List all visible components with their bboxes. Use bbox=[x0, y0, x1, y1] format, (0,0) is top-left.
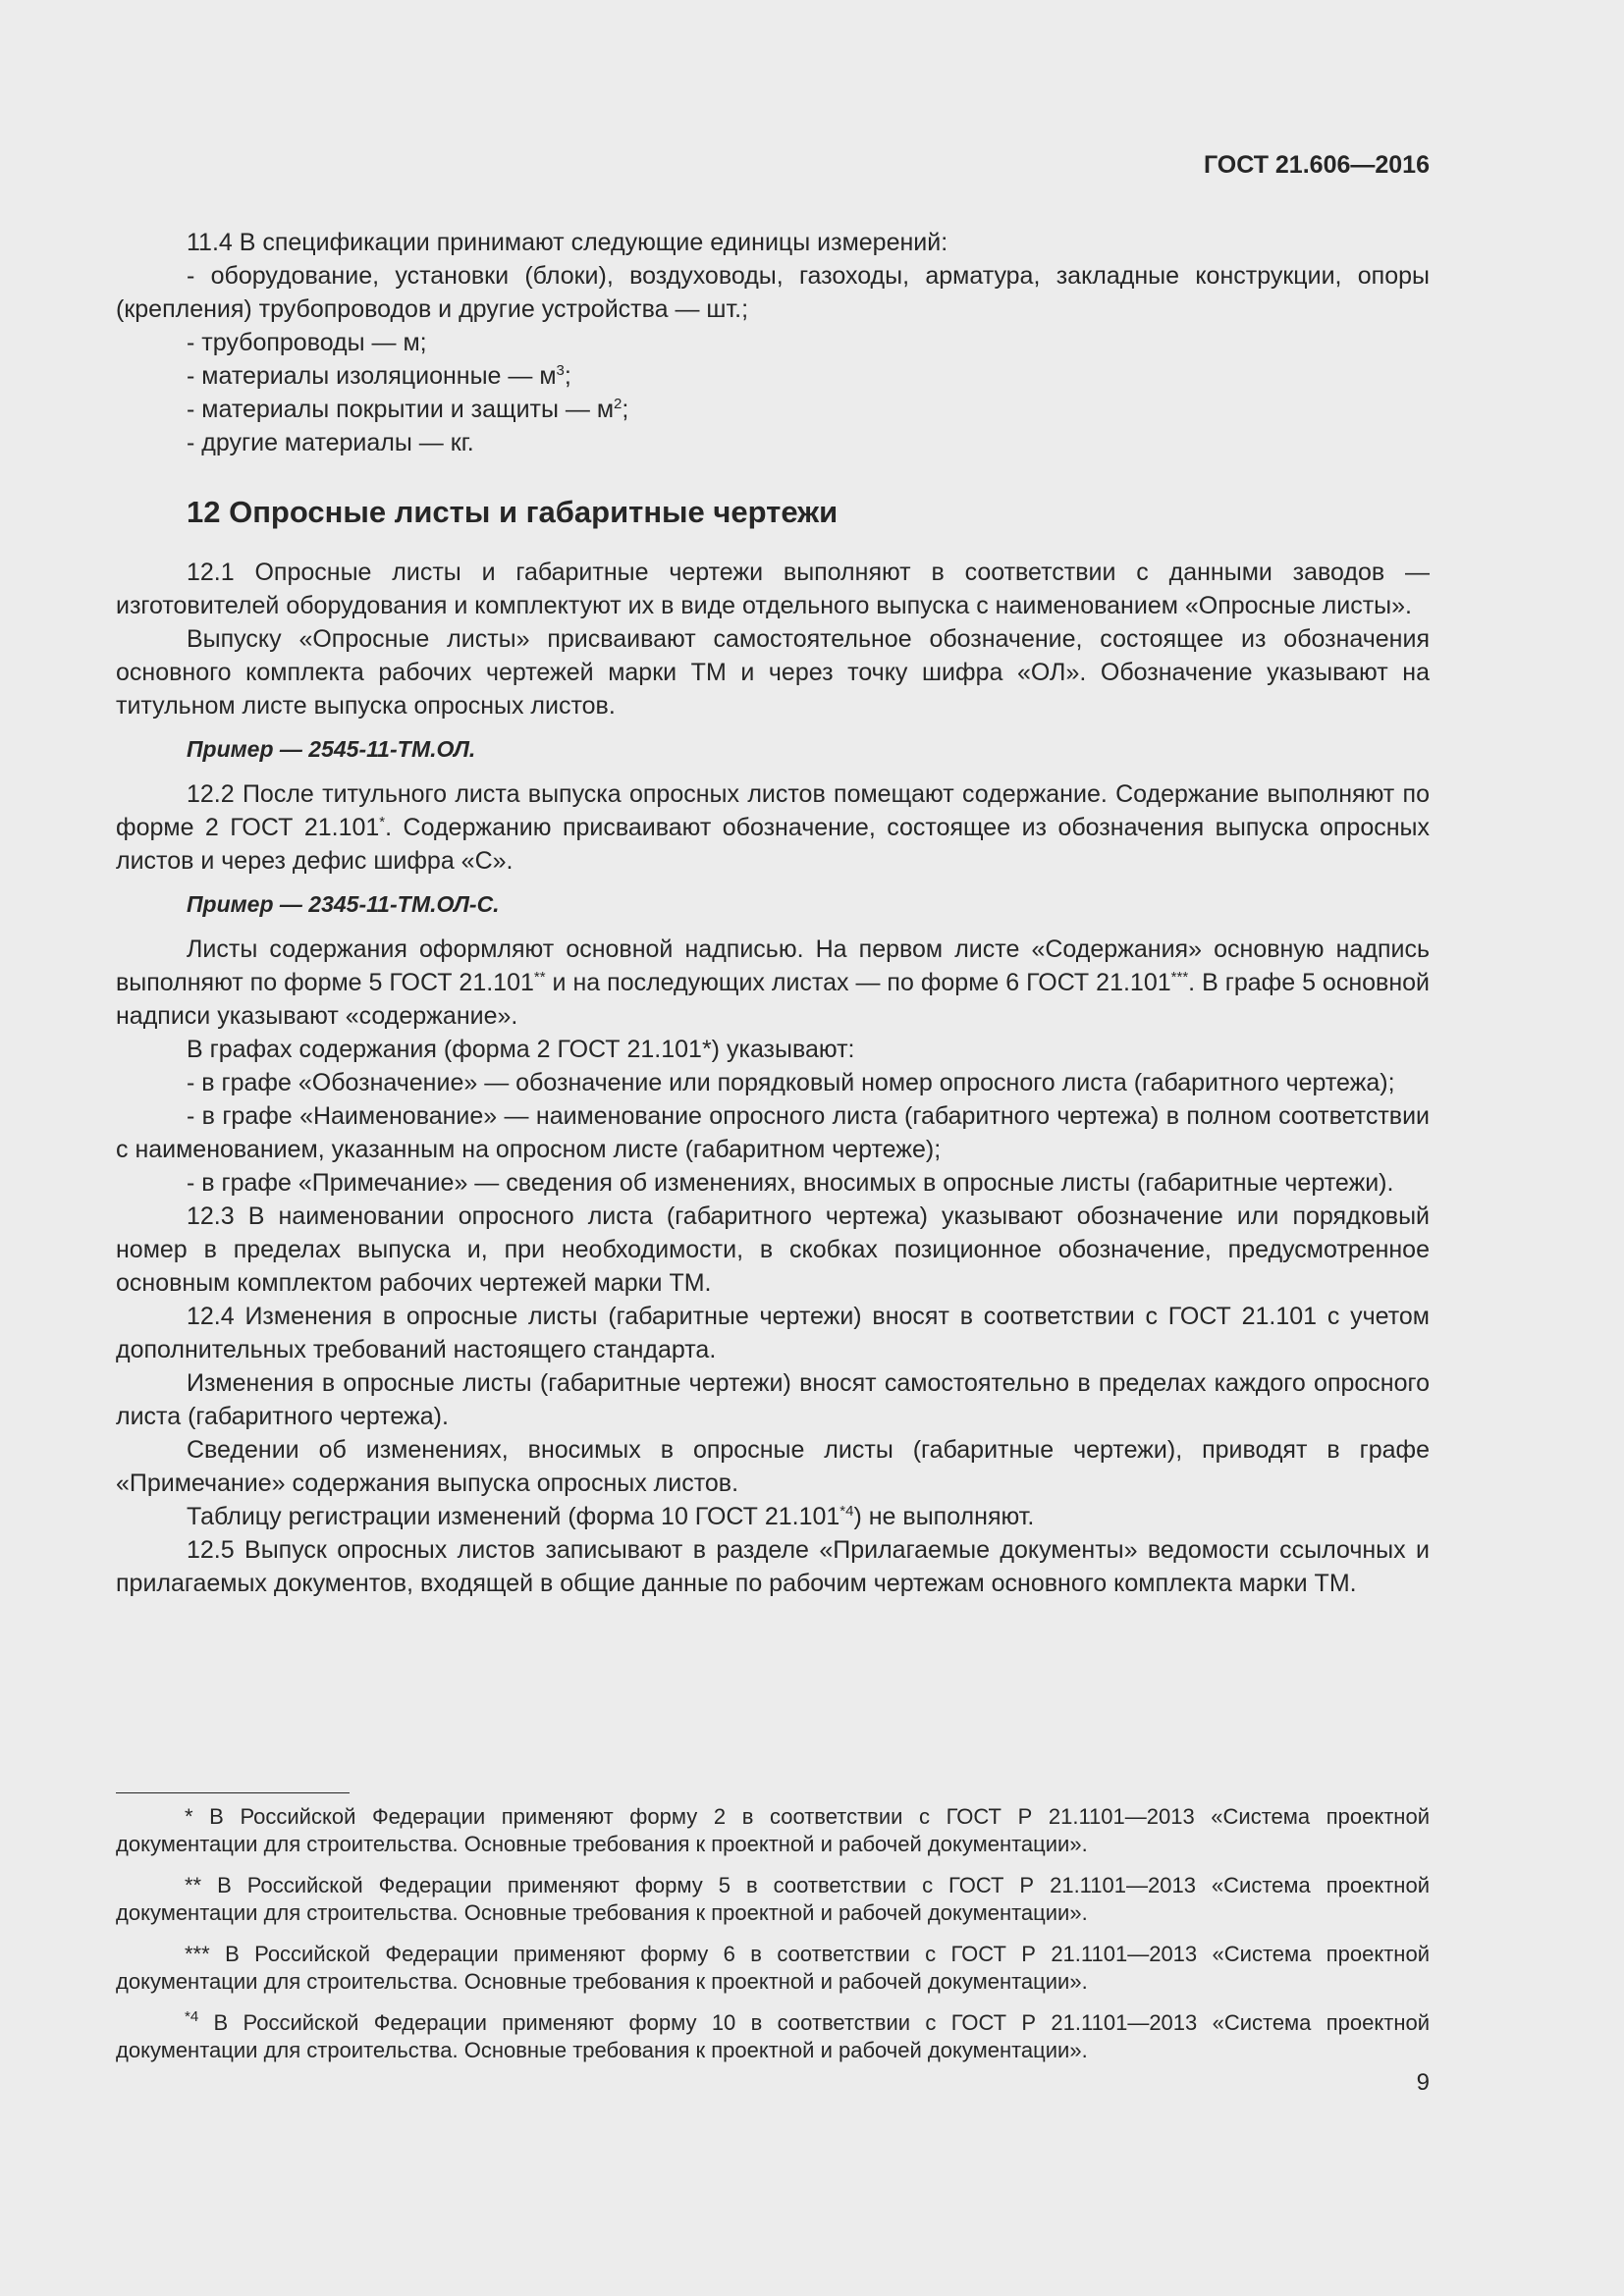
page-number: 9 bbox=[1416, 2069, 1430, 2096]
superscript: 2 bbox=[614, 396, 623, 412]
footnote-mark: *** bbox=[185, 1942, 210, 1966]
example-text: Пример — 2345-11-ТМ.ОЛ-С. bbox=[187, 891, 500, 917]
example-text: Пример — 2545-11-ТМ.ОЛ. bbox=[187, 736, 476, 762]
footnote bbox=[116, 1941, 1430, 1996]
clause-12-5: 12.5 Выпуск опросных листов записывают в разделе «Прилагаемые документы» ведомости ссылочных и прилагаемых документов, входящей в общие данные по рабочим чертежам основного комплекта марки ТМ. bbox=[116, 1536, 1430, 1597]
clause-12-1: 12.1 Опросные листы и габаритные чертежи выполняют в соответствии с данными заводов — изготовителей оборудования и комплектуют их в виде отдельного выпуска с наименованием «Опросные листы». bbox=[116, 559, 1430, 619]
unit-item: - материалы изоляционные — $м^3$; bbox=[187, 362, 571, 390]
clause-12-4: 12.4 Изменения в опросные листы (габаритные чертежи) вносят в соответствии с ГОСТ 21.101 с учетом дополнительных требований настоящего стандарта. bbox=[116, 1303, 1430, 1363]
unit-item: - трубопроводы — м; bbox=[187, 329, 427, 356]
unit-item-text: - материалы изоляционные — м bbox=[187, 362, 557, 390]
footnote-text: В Российской Федерации применяют форму 10 в соответствии с ГОСТ Р 21.1101—2013 «Система проектной документации для строительства. Основные требования к проектной и рабочей документации». bbox=[116, 2010, 1430, 2062]
footnote bbox=[116, 2009, 1430, 2064]
footnote-text: В Российской Федерации применяют форму 5 в соответствии с ГОСТ Р 21.1101—2013 «Система проектной документации для строительства. Основные требования к проектной и рабочей документации». bbox=[116, 1873, 1430, 1925]
footnote-text: В Российской Федерации применяют форму 2 в соответствии с ГОСТ Р 21.1101—2013 «Система проектной документации для строительства. Основные требования к проектной и рабочей документации». bbox=[116, 1804, 1430, 1856]
unit-item: - материалы покрытии и защиты — $м^2$; bbox=[187, 396, 629, 423]
document-body bbox=[116, 226, 1430, 1600]
footnote-ref: *4 bbox=[839, 1503, 854, 1520]
paragraph-text: . В графе 5 основной надписи указывают «содержание». bbox=[116, 969, 1431, 1030]
list-item: - в графе «Наименование» — наименование опросного листа (габаритного чертежа) в полном соответствии с наименованием, указанным на опросном листе (габаритном чертеже); bbox=[116, 1102, 1430, 1163]
paragraph bbox=[116, 933, 1430, 1033]
paragraph: Сведении об изменениях, вносимых в опросные листы (габаритные чертежи), приводят в графе «Примечание» содержания выпуска опросных листов. bbox=[116, 1436, 1430, 1497]
paragraph-text: 12.2 После титульного листа выпуска опросных листов помещают содержание. Содержание выполняют по форме 2 ГОСТ 21.101 bbox=[116, 780, 1430, 841]
footnote-mark: ** bbox=[185, 1873, 202, 1897]
unit-item-text: - материалы покрытии и защиты — м bbox=[187, 396, 615, 423]
paragraph bbox=[116, 1500, 1430, 1533]
footnote bbox=[116, 1872, 1430, 1927]
unit-item: - оборудование, установки (блоки), воздуховоды, газоходы, арматура, закладные конструкции, опоры (крепления) трубопроводов и другие устройства — шт.; bbox=[116, 262, 1430, 323]
list-item: - в графе «Примечание» — сведения об изменениях, вносимых в опросные листы (габаритные чертежи). bbox=[187, 1169, 1394, 1197]
paragraph: В графах содержания (форма 2 ГОСТ 21.101*) указывают: bbox=[187, 1036, 855, 1063]
footnote-mark: *4 bbox=[185, 2008, 199, 2025]
superscript: 3 bbox=[556, 362, 565, 379]
footnotes bbox=[116, 1792, 1430, 2078]
list-item: - в графе «Обозначение» — обозначение или порядковый номер опросного листа (габаритного чертежа); bbox=[187, 1069, 1395, 1096]
footnote-divider bbox=[116, 1792, 350, 1793]
footnote-ref: * bbox=[379, 814, 386, 830]
section-heading: 12 Опросные листы и габаритные чертежи bbox=[187, 495, 839, 529]
footnote bbox=[116, 1803, 1430, 1858]
footnote-mark: * bbox=[185, 1804, 193, 1829]
paragraph-text: ) не выполняют. bbox=[853, 1503, 1035, 1530]
footnote-text: В Российской Федерации применяют форму 6 в соответствии с ГОСТ Р 21.1101—2013 «Система проектной документации для строительства. Основные требования к проектной и рабочей документации». bbox=[116, 1942, 1430, 1994]
footnote-ref: *** bbox=[1170, 969, 1189, 986]
paragraph-text: Листы содержания оформляют основной надписью. На первом листе «Содержания» основную надпись выполняют по форме 5 ГОСТ 21.101 bbox=[116, 935, 1430, 996]
clause-11-4: 11.4 В спецификации принимают следующие единицы измерений: bbox=[187, 229, 948, 256]
document-code-header: ГОСТ 21.606—2016 bbox=[1203, 151, 1430, 179]
footnote-ref: ** bbox=[533, 969, 546, 986]
clause-12-2 bbox=[116, 777, 1430, 878]
clause-12-3: 12.3 В наименовании опросного листа (габаритного чертежа) указывают обозначение или порядковый номер в пределах выпуска и, при необходимости, в скобках позиционное обозначение, предусмотренное основным комплектом рабочих чертежей марки ТМ. bbox=[116, 1202, 1430, 1297]
paragraph-text: и на последующих листах — по форме 6 ГОСТ 21.101 bbox=[545, 969, 1171, 996]
unit-item: - другие материалы — кг. bbox=[187, 429, 474, 456]
paragraph: Выпуску «Опросные листы» присваивают самостоятельное обозначение, состоящее из обозначения основного комплекта рабочих чертежей марки ТМ и через точку шифра «ОЛ». Обозначение указывают на титульном листе выпуска опросных листов. bbox=[116, 625, 1430, 720]
paragraph-text: . Содержанию присваивают обозначение, состоящее из обозначения выпуска опросных листов и через дефис шифра «С». bbox=[116, 814, 1431, 875]
paragraph: Изменения в опросные листы (габаритные чертежи) вносят самостоятельно в пределах каждого опросного листа (габаритного чертежа). bbox=[116, 1369, 1430, 1430]
paragraph-text: Таблицу регистрации изменений (форма 10 ГОСТ 21.101 bbox=[187, 1503, 840, 1530]
